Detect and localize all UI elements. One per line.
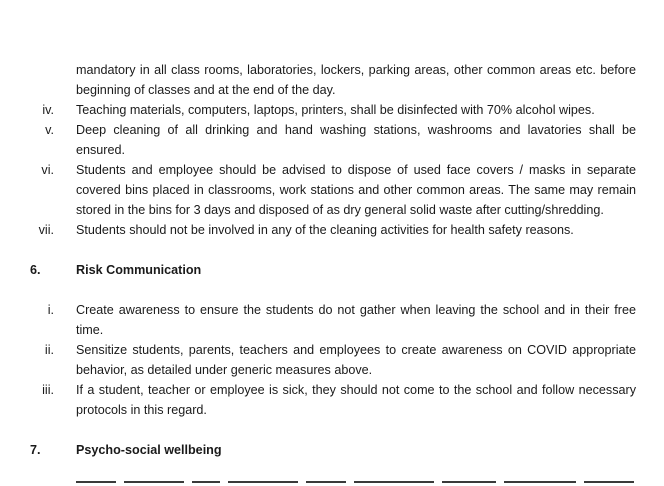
list-item-text: time. (76, 323, 104, 337)
list-item-text: ensured. (76, 143, 126, 157)
list-item-number: vii. (38, 223, 54, 237)
list-item-text: behavior, as detailed under generic measures above. (76, 363, 373, 377)
list-item-text: stored in the bins for 3 days and disposed of as dry general solid waste after cutting/shredding. (76, 203, 604, 217)
section-heading: Psycho-social wellbeing (76, 443, 222, 457)
list-item-text: Students should not be involved in any of the cleaning activities for health safety reasons. (76, 223, 574, 237)
list-item-text: covered bins placed in classrooms, work stations and other common areas. The same may remain (76, 183, 636, 197)
section-number: 7. (30, 443, 41, 457)
cropped-list-number (14, 476, 54, 486)
list-item-number: iv. (42, 103, 54, 117)
list-item-text: Create awareness to ensure the students do not gather when leaving the school and in their free (76, 303, 636, 317)
list-item-text: Students and employee should be advised to dispose of used face covers / masks in separate (76, 163, 636, 177)
section-heading: Risk Communication (76, 263, 202, 277)
list-item-number: i. (47, 303, 54, 317)
list-item-number: ii. (44, 343, 54, 357)
list-item-text: protocols in this regard. (76, 403, 207, 417)
list-item-text: If a student, teacher or employee is sick, they should not come to the school and follow necessary (76, 383, 636, 397)
cropped-text-line (76, 478, 636, 486)
list-item-text: Sensitize students, parents, teachers and employees to create awareness on COVID appropriate (76, 343, 636, 357)
list-item-text: Deep cleaning of all drinking and hand washing stations, washrooms and lavatories shall be (76, 123, 636, 137)
paragraph-line: mandatory in all class rooms, laboratories, lockers, parking areas, other common areas etc. before (76, 63, 636, 77)
list-item-number: vi. (41, 163, 54, 177)
list-item-number: iii. (42, 383, 54, 397)
list-item-number: v. (45, 123, 54, 137)
paragraph-line: beginning of classes and at the end of the day. (76, 83, 336, 97)
list-item-text: Teaching materials, computers, laptops, printers, shall be disinfected with 70% alcohol wipes. (76, 103, 595, 117)
section-number: 6. (30, 263, 41, 277)
